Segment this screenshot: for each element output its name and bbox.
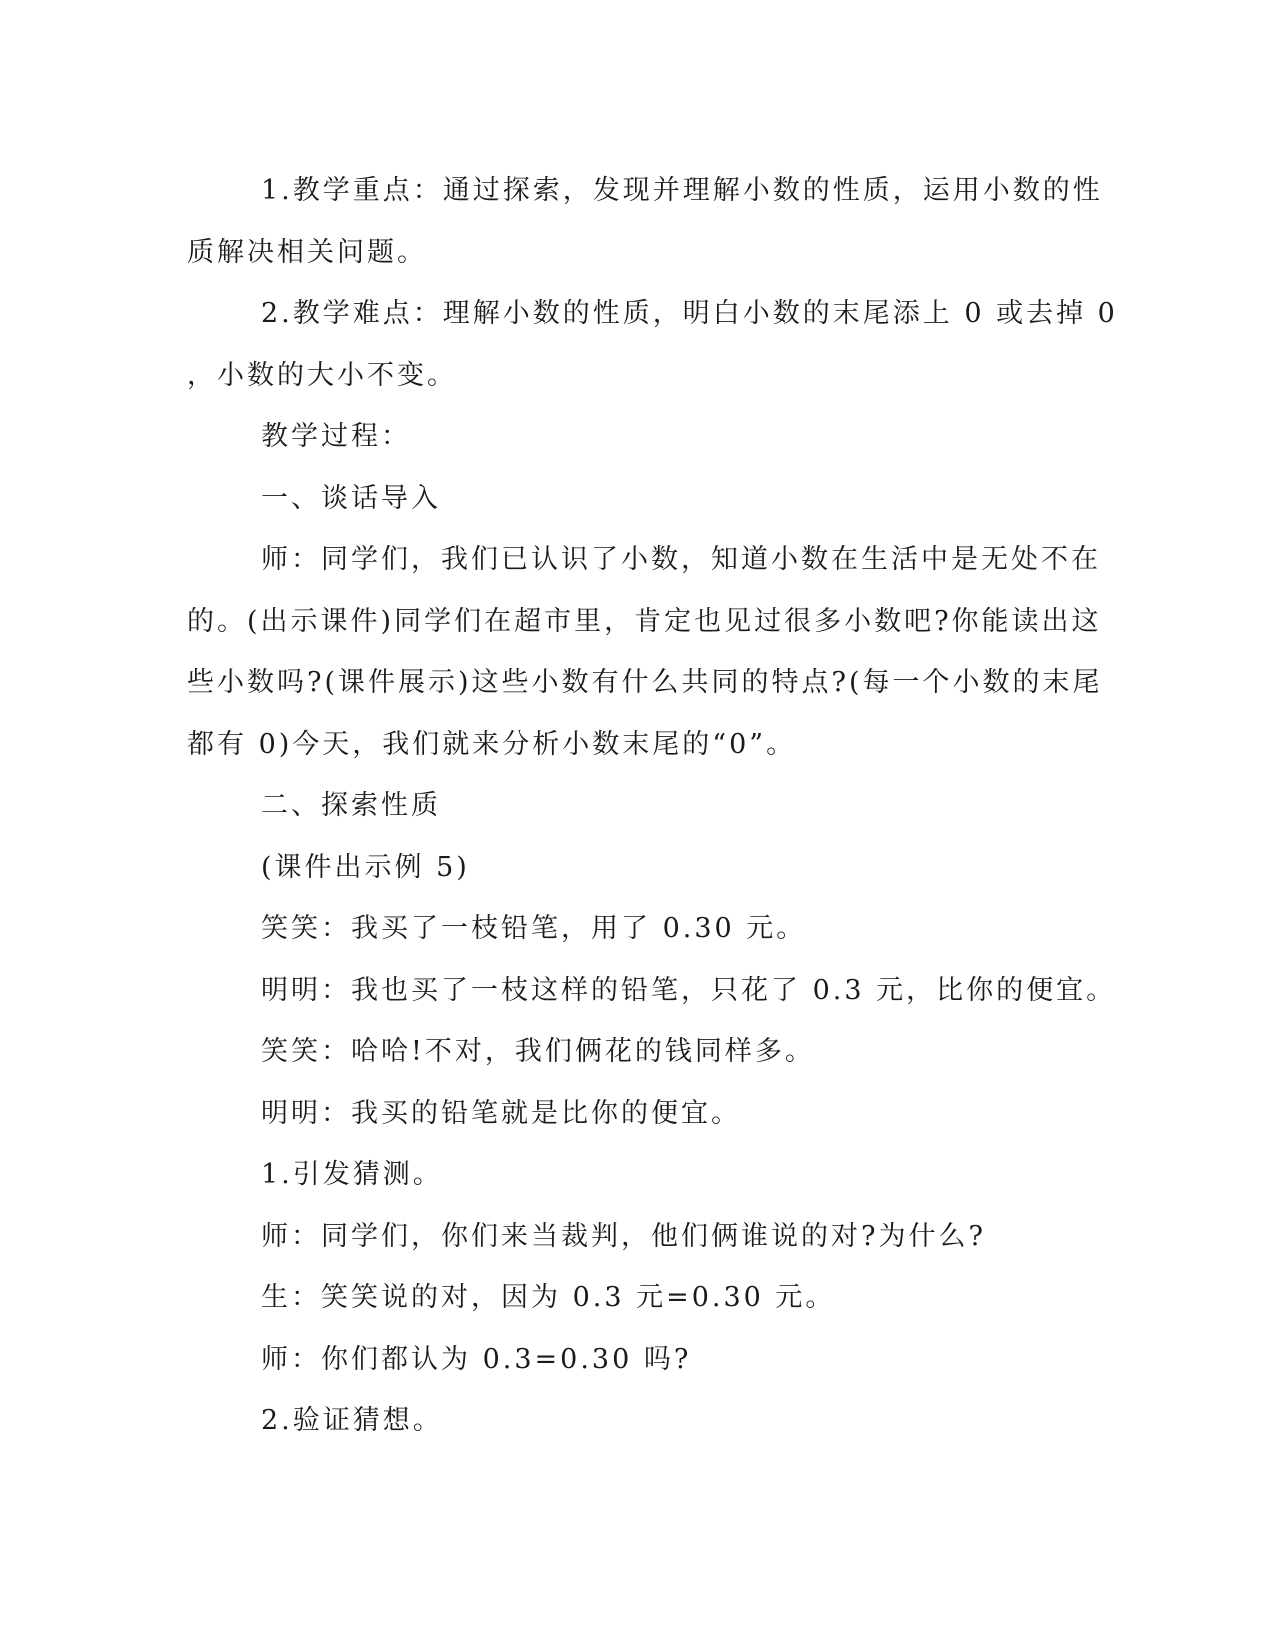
dialogue-line: 笑笑：哈哈!不对，我们俩花的钱同样多。	[261, 1036, 815, 1067]
heading-section-one: 一、谈话导入	[261, 482, 441, 514]
paragraph-teaching-difficulty: 2.教学难点：理解小数的性质，明白小数的末尾添上 0 或去掉 0	[261, 298, 1118, 329]
paragraph-example-5: (课件出示例 5)	[261, 851, 470, 883]
heading-teaching-process: 教学过程：	[261, 421, 411, 452]
dialogue-line: 师：你们都认为 0.3=0.30 吗?	[261, 1343, 692, 1375]
step-guess: 1.引发猜测。	[261, 1159, 443, 1190]
paragraph-teacher-intro-line-2: 的。(出示课件)同学们在超市里，肯定也见过很多小数吧?你能读出这	[187, 605, 1102, 637]
paragraph-teaching-difficulty-cont: ，小数的大小不变。	[187, 359, 457, 391]
paragraph-teacher-intro: 师：同学们，我们已认识了小数，知道小数在生活中是无处不在	[261, 544, 1101, 575]
paragraph-teaching-focus: 1.教学重点：通过探索，发现并理解小数的性质，运用小数的性	[261, 175, 1103, 206]
paragraph-teacher-intro-line-3: 些小数吗?(课件展示)这些小数有什么共同的特点?(每一个小数的末尾	[187, 667, 1103, 698]
heading-section-two: 二、探索性质	[261, 790, 441, 821]
dialogue-line: 明明：我买的铅笔就是比你的便宜。	[261, 1097, 741, 1129]
dialogue-line: 生：笑笑说的对，因为 0.3 元=0.30 元。	[261, 1282, 836, 1313]
paragraph-teacher-intro-line-4: 都有 0)今天，我们就来分析小数末尾的“0”。	[187, 728, 797, 760]
dialogue-line: 明明：我也买了一枝这样的铅笔，只花了 0.3 元，比你的便宜。	[261, 974, 1117, 1006]
document-page	[187, 160, 1118, 1452]
step-verify: 2.验证猜想。	[261, 1405, 443, 1436]
paragraph-teaching-focus-cont: 质解决相关问题。	[187, 236, 427, 268]
dialogue-line: 笑笑：我买了一枝铅笔，用了 0.30 元。	[261, 913, 807, 944]
dialogue-line: 师：同学们，你们来当裁判，他们俩谁说的对?为什么?	[261, 1220, 986, 1252]
